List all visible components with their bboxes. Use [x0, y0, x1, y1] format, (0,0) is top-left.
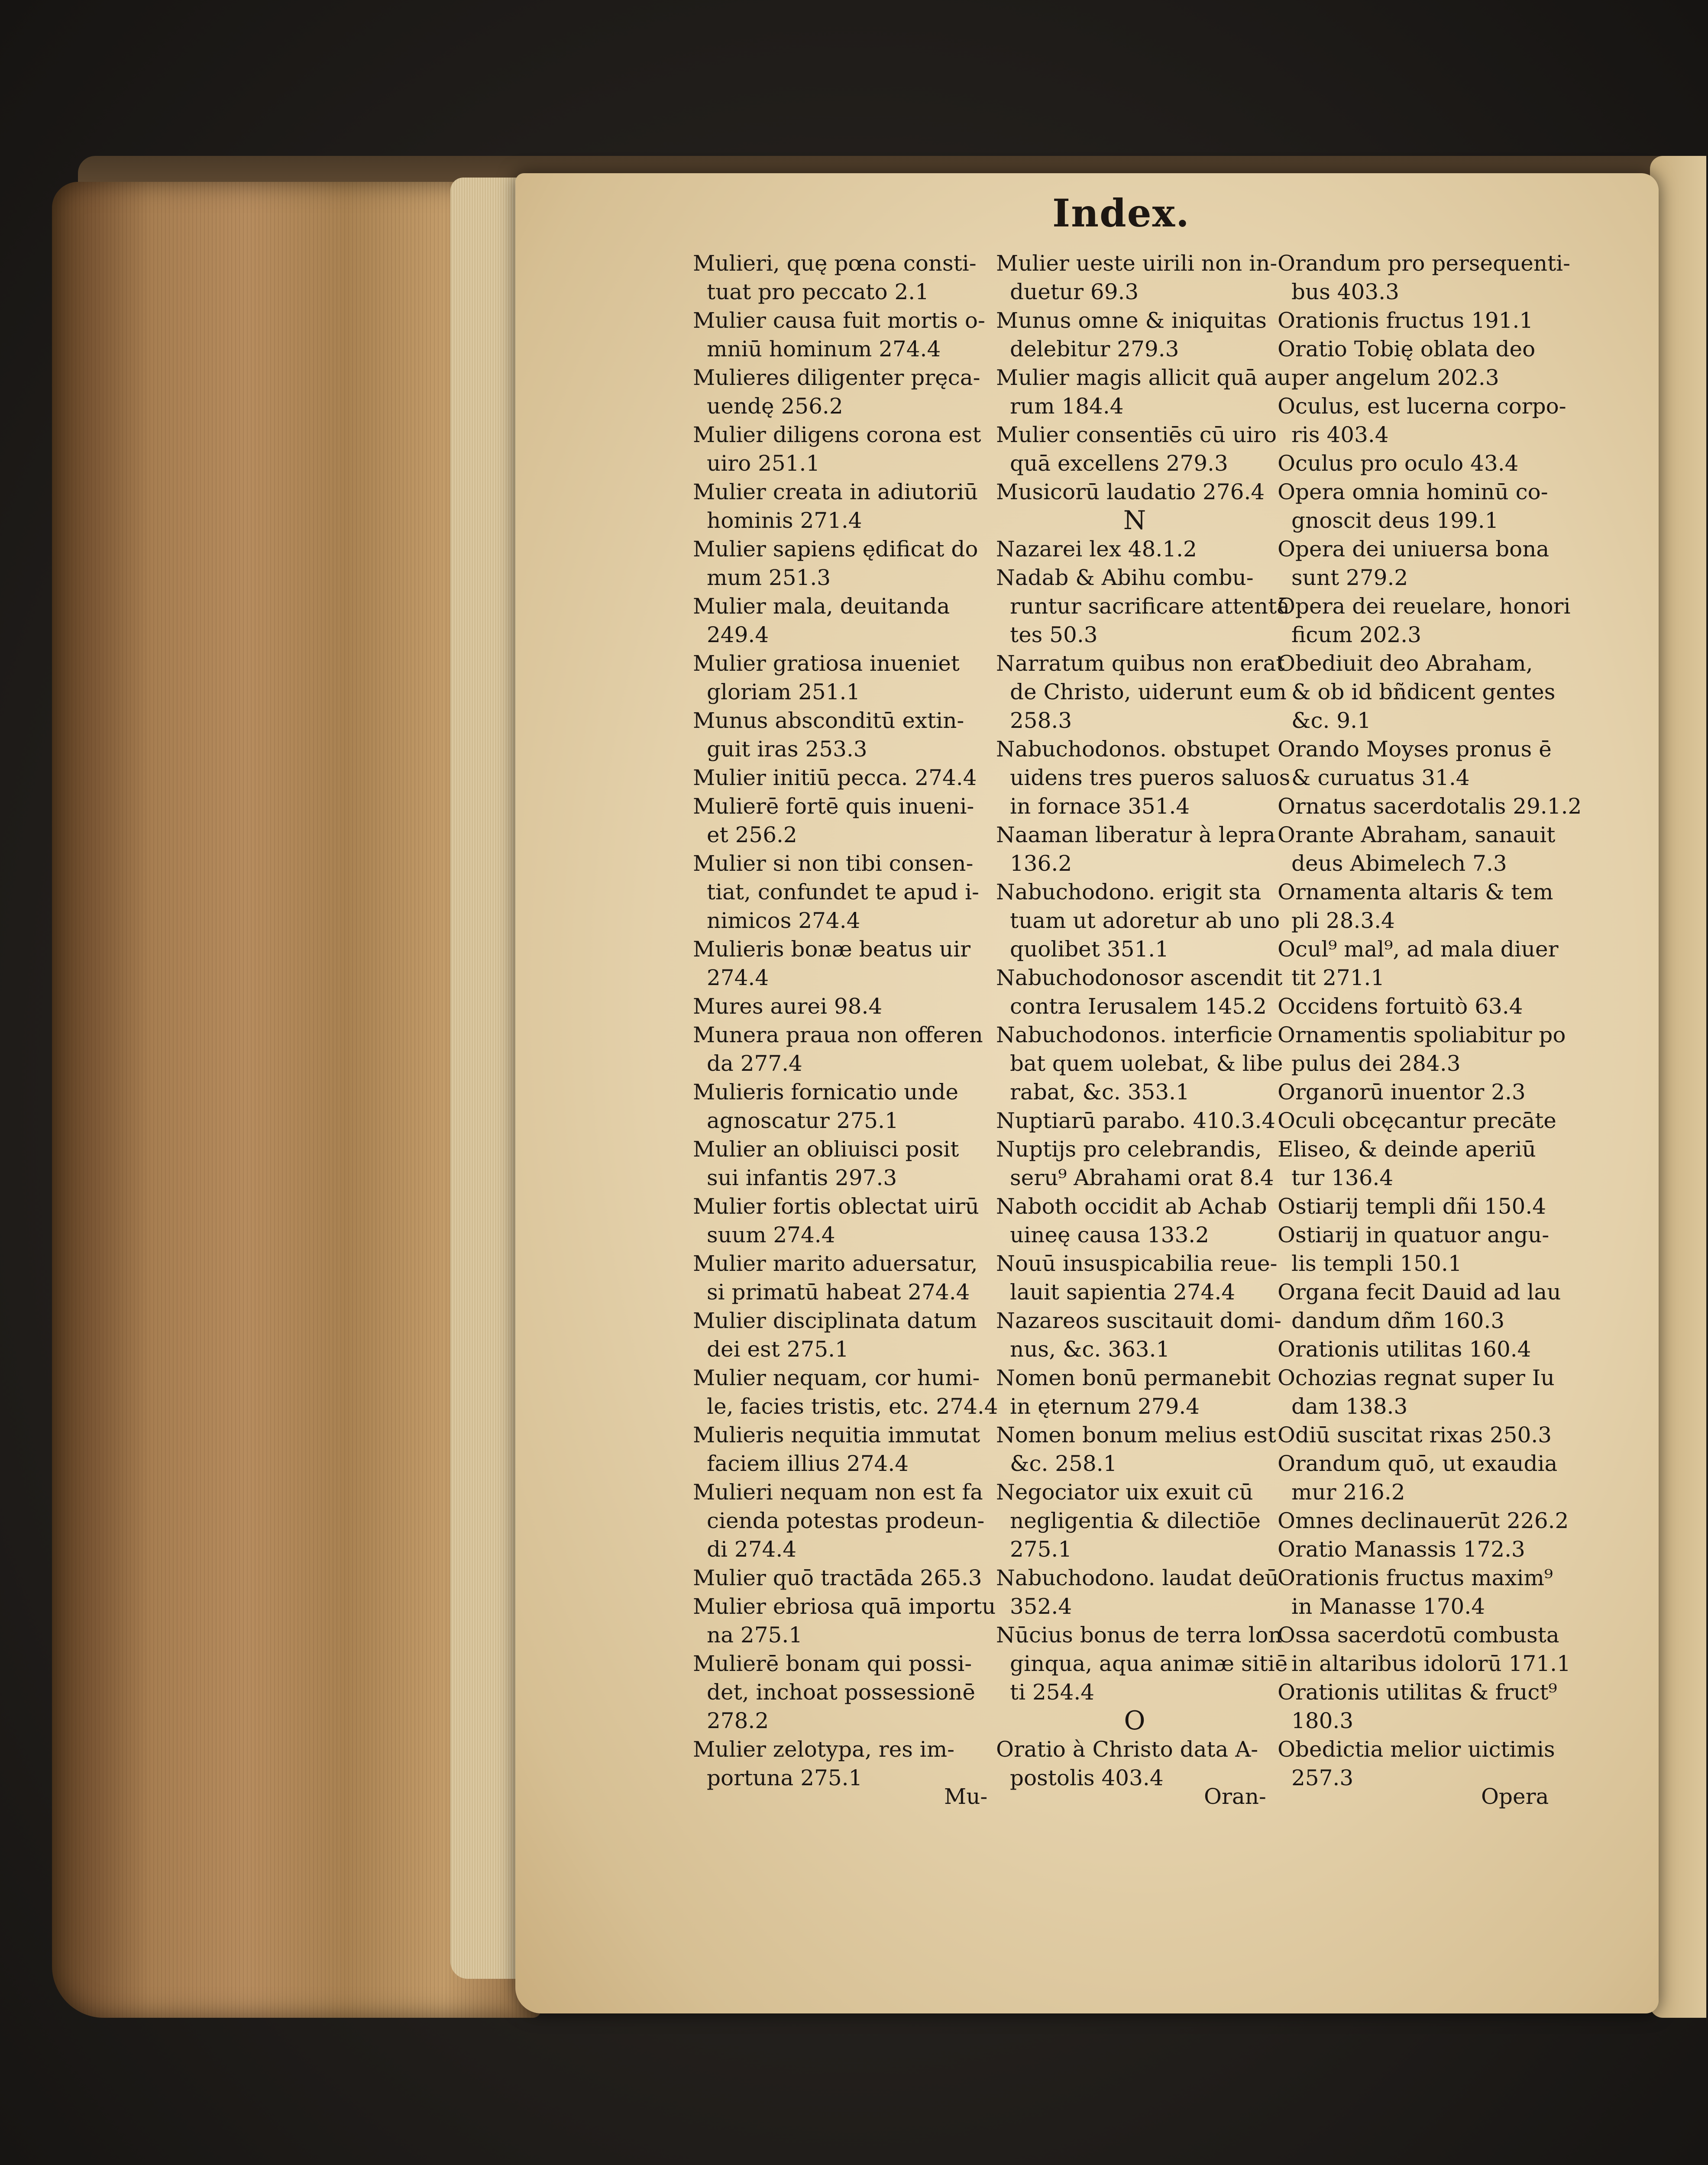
- index-line: Nabuchodono. erigit sta: [996, 879, 1262, 905]
- index-line: & curuatus 31.4: [1291, 765, 1470, 790]
- index-line: 257.3: [1291, 1765, 1354, 1790]
- index-line: runtur sacrificare attentā: [1010, 594, 1290, 619]
- index-line: Mulieris fornicatio unde: [693, 1079, 959, 1105]
- index-line: Nabuchodonos. interficie: [996, 1022, 1273, 1047]
- running-head: Index.: [1052, 191, 1190, 236]
- index-column-3: [1278, 249, 1582, 1851]
- index-line: Munera praua non offeren: [693, 1022, 983, 1047]
- index-line: faciem illius 274.4: [707, 1451, 909, 1476]
- index-line: Musicorū laudatio 276.4: [996, 479, 1265, 504]
- index-line: tuam ut adoretur ab uno: [1010, 908, 1280, 933]
- index-line: Orationis utilitas & fruct⁹: [1278, 1680, 1557, 1705]
- catchword-column-2: Oran-: [1204, 1784, 1266, 1809]
- index-line: Naaman liberatur à lepra: [996, 822, 1276, 847]
- index-line: uendę 256.2: [707, 394, 843, 419]
- index-line: Mulieris bonæ beatus uir: [693, 937, 970, 962]
- index-line: Ostiarij in quatuor angu-: [1278, 1222, 1549, 1247]
- index-line: Ornamenta altaris & tem: [1278, 879, 1553, 905]
- index-line: Mulier gratiosa inueniet: [693, 651, 960, 676]
- index-line: Mulier ebriosa quā importu: [693, 1594, 996, 1619]
- index-line: Mures aurei 98.4: [693, 994, 883, 1019]
- index-line: Orationis utilitas 160.4: [1278, 1337, 1531, 1362]
- index-line: uidens tres pueros saluos: [1010, 765, 1291, 790]
- index-column-1: [693, 249, 998, 1851]
- index-line: seru⁹ Abrahami orat 8.4: [1010, 1165, 1274, 1190]
- index-line: 180.3: [1291, 1708, 1354, 1733]
- index-line: Naboth occidit ab Achab: [996, 1194, 1267, 1219]
- index-line: delebitur 279.3: [1010, 336, 1179, 362]
- index-line: na 275.1: [707, 1622, 803, 1648]
- index-line: 274.4: [707, 965, 769, 990]
- index-line: Mulier initiū pecca. 274.4: [693, 765, 977, 790]
- index-line: di 274.4: [707, 1537, 797, 1562]
- index-line: per angelum 202.3: [1291, 365, 1499, 390]
- index-line: Ornamentis spoliabitur po: [1278, 1022, 1566, 1047]
- index-line: 275.1: [1010, 1537, 1072, 1562]
- index-line: det, inchoat possessionē: [707, 1680, 975, 1705]
- index-line: Ornatus sacerdotalis 29.1.2: [1278, 794, 1582, 819]
- index-line: Nabuchodonosor ascendit: [996, 965, 1283, 990]
- index-line: Mulier zelotypa, res im-: [693, 1737, 955, 1762]
- index-line: ris 403.4: [1291, 422, 1389, 447]
- index-line: Mulieres diligenter pręca-: [693, 365, 980, 390]
- index-line: Mulieri nequam non est fa: [693, 1480, 983, 1505]
- section-letter: O: [1124, 1706, 1145, 1736]
- index-line: Oculus, est lucerna corpo-: [1278, 394, 1566, 419]
- index-line: Nazareos suscitauit domi-: [996, 1308, 1281, 1333]
- index-line: Mulier si non tibi consen-: [693, 851, 974, 876]
- index-line: Mulier an obliuisci posit: [693, 1137, 959, 1162]
- index-line: de Christo, uiderunt eum: [1010, 679, 1287, 704]
- index-line: Organa fecit Dauid ad lau: [1278, 1280, 1561, 1305]
- section-letter: N: [1123, 505, 1146, 536]
- index-line: Munus omne & iniquitas: [996, 308, 1267, 333]
- index-line: Obediuit deo Abraham,: [1278, 651, 1533, 676]
- index-line: postolis 403.4: [1010, 1765, 1164, 1790]
- index-line: Mulierē fortē quis inueni-: [693, 794, 974, 819]
- index-line: Mulier creata in adiutoriū: [693, 479, 978, 504]
- index-line: Obedictia melior uictimis: [1278, 1737, 1555, 1762]
- index-line: Opera dei reuelare, honori: [1278, 594, 1571, 619]
- index-line: in fornace 351.4: [1010, 794, 1190, 819]
- index-line: Nabuchodono. laudat deū: [996, 1565, 1279, 1590]
- index-line: 278.2: [707, 1708, 769, 1733]
- index-line: Mulier nequam, cor humi-: [693, 1365, 980, 1390]
- index-line: ficum 202.3: [1291, 622, 1421, 647]
- index-line: dandum dñm 160.3: [1291, 1308, 1505, 1333]
- index-line: Ocul⁹ mal⁹, ad mala diuer: [1278, 937, 1559, 962]
- index-line: & ob id bñdicent gentes: [1291, 679, 1556, 704]
- index-line: Nadab & Abihu combu-: [996, 565, 1254, 590]
- index-line: in Manasse 170.4: [1291, 1594, 1485, 1619]
- index-line: Odiū suscitat rixas 250.3: [1278, 1422, 1552, 1448]
- index-line: tit 271.1: [1291, 965, 1385, 990]
- index-line: Orandum pro persequenti-: [1278, 251, 1571, 276]
- index-line: gnoscit deus 199.1: [1291, 508, 1499, 533]
- index-line: Ostiarij templi dñi 150.4: [1278, 1194, 1546, 1219]
- index-line: Nomen bonū permanebit: [996, 1365, 1271, 1390]
- index-line: cienda potestas prodeun-: [707, 1508, 985, 1533]
- index-line: hominis 271.4: [707, 508, 862, 533]
- index-line: agnoscatur 275.1: [707, 1108, 899, 1133]
- index-line: Mulier consentiēs cū uiro: [996, 422, 1277, 447]
- index-line: duetur 69.3: [1010, 279, 1139, 304]
- index-line: Mulier sapiens ędificat do: [693, 536, 978, 562]
- index-line: Oratio Manassis 172.3: [1278, 1537, 1525, 1562]
- index-line: Mulier fortis oblectat uirū: [693, 1194, 979, 1219]
- index-line: mur 216.2: [1291, 1480, 1405, 1505]
- index-line: pulus dei 284.3: [1291, 1051, 1461, 1076]
- index-line: sunt 279.2: [1291, 565, 1408, 590]
- index-line: Oratio Tobię oblata deo: [1278, 336, 1536, 362]
- index-line: Nuptiarū parabo. 410.3.4: [996, 1108, 1276, 1133]
- index-line: Ochozias regnat super Iu: [1278, 1365, 1555, 1390]
- index-line: ti 254.4: [1010, 1680, 1095, 1705]
- index-line: tes 50.3: [1010, 622, 1098, 647]
- index-line: Narratum quibus non erat: [996, 651, 1285, 676]
- index-line: tiat, confundet te apud i-: [707, 879, 979, 905]
- index-line: rabat, &c. 353.1: [1010, 1079, 1190, 1105]
- index-line: Mulieri, quę pœna consti-: [693, 251, 977, 276]
- index-line: quā excellens 279.3: [1010, 451, 1228, 476]
- index-line: mum 251.3: [707, 565, 831, 590]
- index-line: dei est 275.1: [707, 1337, 849, 1362]
- index-line: sui infantis 297.3: [707, 1165, 897, 1190]
- index-line: bat quem uolebat, & libe: [1010, 1051, 1283, 1076]
- index-line: Orandum quō, ut exaudia: [1278, 1451, 1558, 1476]
- index-line: Mulier disciplinata datum: [693, 1308, 977, 1333]
- index-line: Orationis fructus maxim⁹: [1278, 1565, 1553, 1590]
- index-line: Ossa sacerdotū combusta: [1278, 1622, 1559, 1648]
- index-line: pli 28.3.4: [1291, 908, 1395, 933]
- index-line: 258.3: [1010, 708, 1072, 733]
- index-line: portuna 275.1: [707, 1765, 863, 1790]
- index-line: Nūcius bonus de terra lon: [996, 1622, 1282, 1648]
- index-line: ginqua, aqua animæ sitiē: [1010, 1651, 1288, 1676]
- index-line: &c. 258.1: [1010, 1451, 1117, 1476]
- index-line: Nabuchodonos. obstupet: [996, 737, 1270, 762]
- index-line: Mulier mala, deuitanda: [693, 594, 950, 619]
- index-line: nimicos 274.4: [707, 908, 860, 933]
- index-column-2: [996, 249, 1291, 1851]
- index-line: &c. 9.1: [1291, 708, 1371, 733]
- index-line: Occidens fortuitò 63.4: [1278, 994, 1523, 1019]
- index-line: guit iras 253.3: [707, 737, 867, 762]
- index-line: le, facies tristis, etc. 274.4: [707, 1394, 998, 1419]
- index-line: contra Ierusalem 145.2: [1010, 994, 1267, 1019]
- index-line: suum 274.4: [707, 1222, 835, 1247]
- index-line: Nomen bonum melius est: [996, 1422, 1276, 1448]
- index-line: Mulierē bonam qui possi-: [693, 1651, 972, 1676]
- index-line: Nazarei lex 48.1.2: [996, 536, 1197, 562]
- index-line: Orationis fructus 191.1: [1278, 308, 1533, 333]
- index-line: Eliseo, & deinde aperiū: [1278, 1137, 1536, 1162]
- index-line: gloriam 251.1: [707, 679, 860, 704]
- index-line: Nuptijs pro celebrandis,: [996, 1137, 1262, 1162]
- index-line: mniū hominum 274.4: [707, 336, 941, 362]
- index-line: deus Abimelech 7.3: [1291, 851, 1507, 876]
- index-line: Nouū insuspicabilia reue-: [996, 1251, 1278, 1276]
- index-line: Opera dei uniuersa bona: [1278, 536, 1549, 562]
- index-line: Munus absconditū extin-: [693, 708, 964, 733]
- index-line: lauit sapientia 274.4: [1010, 1280, 1236, 1305]
- index-line: Oratio à Christo data A-: [996, 1737, 1258, 1762]
- index-line: nus, &c. 363.1: [1010, 1337, 1170, 1362]
- index-line: Negociator uix exuit cū: [996, 1480, 1253, 1505]
- index-line: lis templi 150.1: [1291, 1251, 1462, 1276]
- index-line: 136.2: [1010, 851, 1072, 876]
- index-line: Organorū inuentor 2.3: [1278, 1079, 1526, 1105]
- index-line: rum 184.4: [1010, 394, 1124, 419]
- index-line: in ęternum 279.4: [1010, 1394, 1200, 1419]
- index-line: Mulier causa fuit mortis o-: [693, 308, 985, 333]
- index-line: Orando Moyses pronus ē: [1278, 737, 1552, 762]
- index-line: negligentia & dilectiōe: [1010, 1508, 1261, 1533]
- index-line: Mulier magis allicit quā au: [996, 365, 1291, 390]
- index-line: si primatū habeat 274.4: [707, 1280, 970, 1305]
- index-line: Opera omnia hominū co-: [1278, 479, 1548, 504]
- index-line: tur 136.4: [1291, 1165, 1394, 1190]
- index-line: uiro 251.1: [707, 451, 820, 476]
- index-line: Mulier diligens corona est: [693, 422, 981, 447]
- index-line: Orante Abraham, sanauit: [1278, 822, 1556, 847]
- index-line: Mulieris nequitia immutat: [693, 1422, 980, 1448]
- index-line: dam 138.3: [1291, 1394, 1408, 1419]
- index-line: tuat pro peccato 2.1: [707, 279, 929, 304]
- index-line: 352.4: [1010, 1594, 1072, 1619]
- catchword-column-3: Opera: [1481, 1784, 1549, 1809]
- index-line: Oculus pro oculo 43.4: [1278, 451, 1519, 476]
- index-line: Mulier quō tractāda 265.3: [693, 1565, 982, 1590]
- index-line: Oculi obcęcantur precāte: [1278, 1108, 1556, 1133]
- index-line: 249.4: [707, 622, 769, 647]
- catchword-column-1: Mu-: [944, 1784, 988, 1809]
- index-line: da 277.4: [707, 1051, 802, 1076]
- index-line: Mulier marito aduersatur,: [693, 1251, 978, 1276]
- index-line: in altaribus idolorū 171.1: [1291, 1651, 1571, 1676]
- index-line: et 256.2: [707, 822, 797, 847]
- index-line: uineę causa 133.2: [1010, 1222, 1209, 1247]
- index-line: bus 403.3: [1291, 279, 1399, 304]
- index-line: quolibet 351.1: [1010, 937, 1169, 962]
- index-line: Mulier ueste uirili non in-: [996, 251, 1278, 276]
- index-line: Omnes declinauerūt 226.2: [1278, 1508, 1569, 1533]
